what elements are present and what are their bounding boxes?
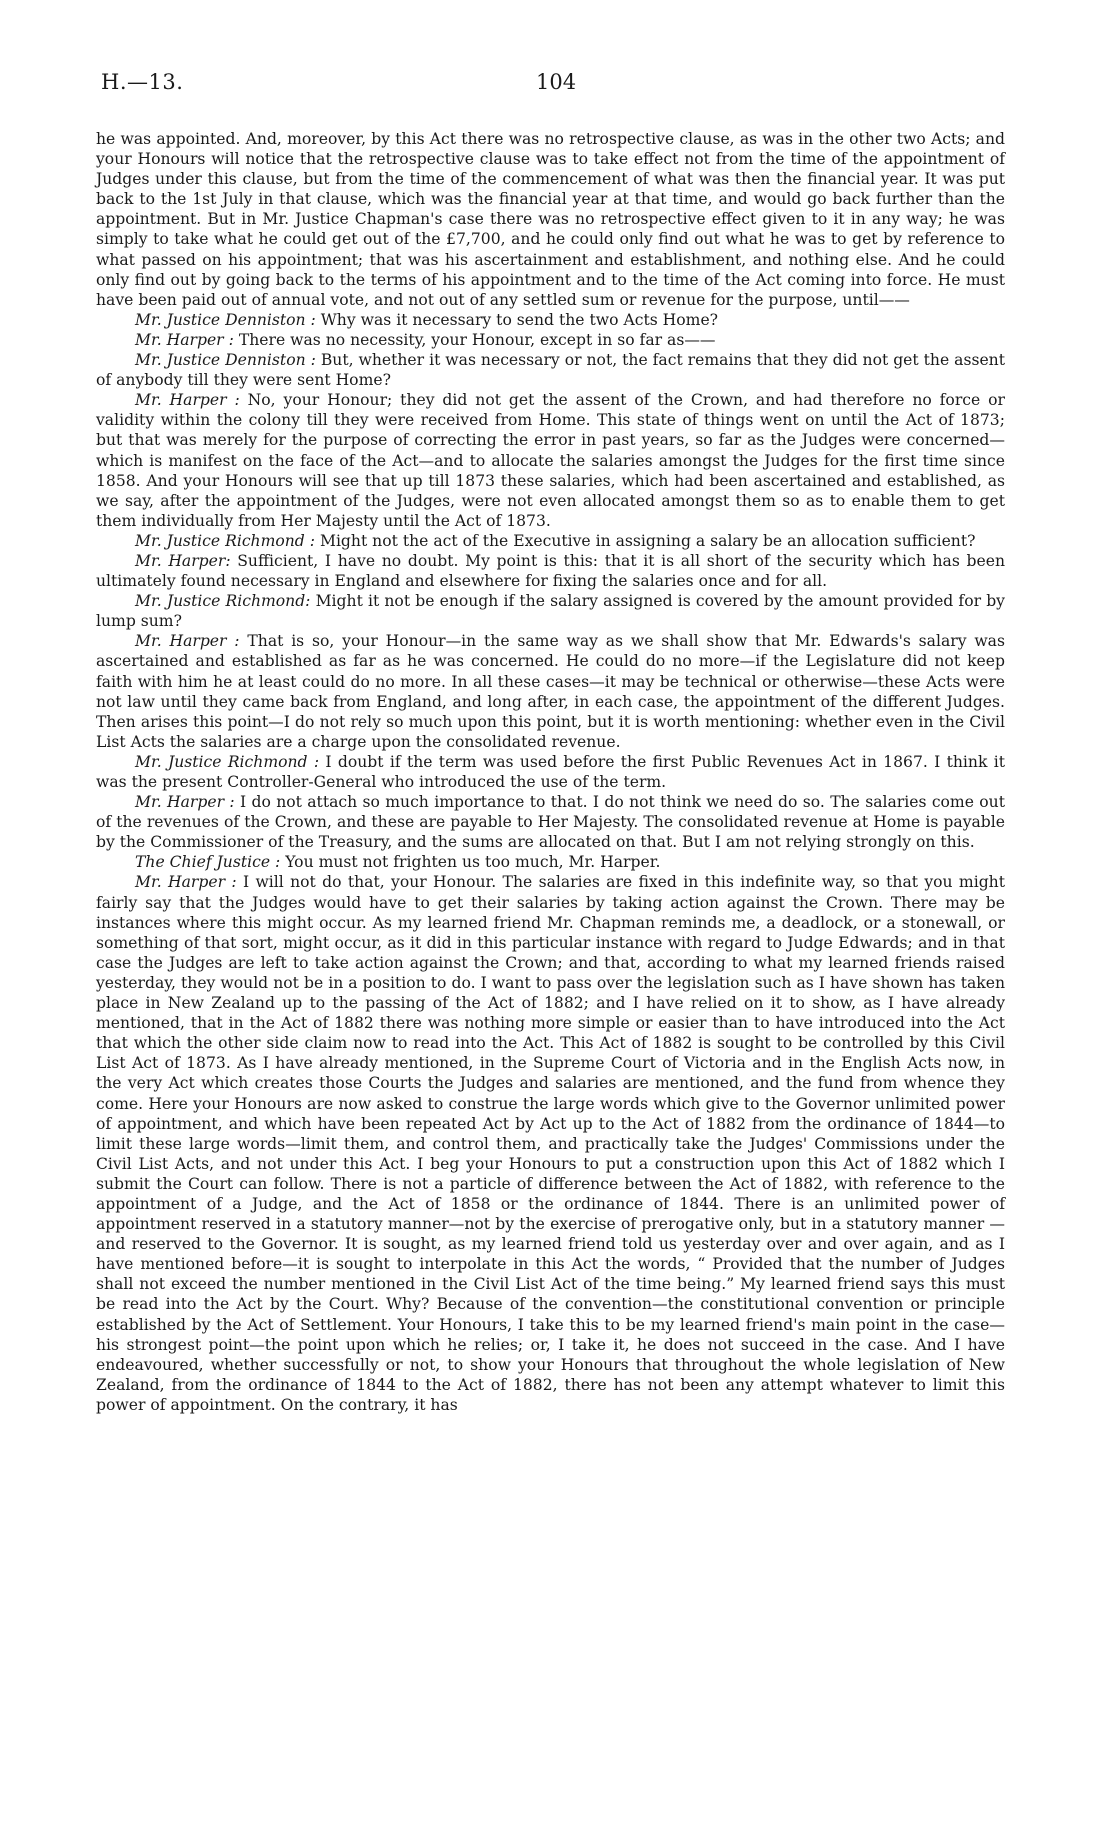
paragraph <box>96 591 1005 631</box>
paragraph <box>96 792 1005 852</box>
document-reference: H.—13. <box>101 70 184 94</box>
paragraph-text: You must not frighten us too much, Mr. Harper. <box>280 853 661 872</box>
paragraph <box>96 631 1005 752</box>
paragraph-text: Why was it necessary to send the two Acts Home? <box>315 310 719 329</box>
paragraph-text: he was appointed. And, moreover, by this Act there was no retrospective clause, as was in the other two Acts; and your Honours will notice that the retrospective clause was to take effect not from the time of the appointment of Judges under this clause, but from the time of the commencement of what was then the financial year. It was put back to the 1st July in that clause, which was the financial year at that time, and would go back further than the appointment. But in Mr. Justice Chapman's case there was no retrospective effect given to it in any way; he was simply to take what he could get out of the £7,700, and he could only find out what he was to get by reference to what passed on his appointment; that was his ascertainment and establishment, and nothing else. And he could only find out by going back to the terms of his appointment and to the time of the Act coming into force. He must have been paid out of annual vote, and not out of any settled sum or revenue for the purpose, until—— <box>96 130 1005 309</box>
paragraph <box>96 551 1005 591</box>
paragraph <box>96 852 1005 872</box>
speaker-name: Mr. Justice Denniston : <box>135 351 316 370</box>
paragraph-text: Sufficient, I have no doubt. My point is this: that it is all short of the security which has been ultimately found necessary in England and elsewhere for fixing the salaries once and for all. <box>96 551 1005 591</box>
paragraph <box>96 310 1005 330</box>
page-number: 104 <box>536 70 577 94</box>
speaker-name: Mr. Harper : <box>135 330 234 349</box>
paragraph-text: Might it not be enough if the salary assigned is covered by the amount provided for by lump sum? <box>96 592 1005 631</box>
paragraph <box>96 390 1005 531</box>
speaker-name: Mr. Harper : <box>135 793 235 812</box>
speaker-name: Mr. Harper : <box>135 873 237 892</box>
speaker-name: Mr. Justice Richmond: <box>135 592 311 611</box>
speaker-name: The Chief Justice : <box>135 853 281 872</box>
speaker-name: Mr. Harper: <box>135 551 231 570</box>
paragraph-text: But, whether it was necessary or not, the fact remains that they did not get the assent of anybody till they were sent Home? <box>96 351 1005 390</box>
paragraph <box>96 350 1005 390</box>
speaker-name: Mr. Justice Richmond : <box>135 531 316 550</box>
paragraph-text: I do not attach so much importance to that. I do not think we need do so. The salaries come out of the revenues of the Crown, and these are payable to Her Majesty. The consolidated revenue at Home is payable by the Commissioner of the Treasury, and the sums are allocated on that. But I am not relying strongly on this. <box>96 793 1005 852</box>
paragraph-text: That is so, your Honour—in the same way as we shall show that Mr. Edwards's salary was ascertained and established as far as he was concerned. He could do no more—if the Legislature did not keep faith with him he at least could do no more. In all these cases—it may be technical or otherwise—these Acts were not law until they came back from England, and long after, in each case, the appointment of the different Judges. Then arises this point—I do not rely so much upon this point, but it is worth mentioning: whether even in the Civil List Acts the salaries are a charge upon the consolidated revenue. <box>96 632 1005 751</box>
paragraph <box>96 531 1005 551</box>
speaker-name: Mr. Justice Richmond : <box>135 752 320 771</box>
speaker-name: Mr. Harper : <box>135 632 240 651</box>
paragraph-text: I doubt if the term was used before the first Public Revenues Act in 1867. I think it was the present Controller-General who introduced the use of the term. <box>96 752 1005 791</box>
paragraph <box>96 872 1005 1415</box>
paragraph-text: No, your Honour; they did not get the assent of the Crown, and had therefore no force or validity within the colony till they were received from Home. This state of things went on until the Act of 1873; but that was merely for the purpose of correcting the error in past years, so far as the Judges were concerned—which is manifest on the face of the Act—and to allocate the salaries amongst the Judges for the first time since 1858. And your Honours will see that up till 1873 these salaries, which had been ascertained and established, as we say, after the appointment of the Judges, were not even allocated amongst them so as to enable them to get them individually from Her Majesty until the Act of 1873. <box>96 391 1005 530</box>
paragraph-text: Might not the act of the Executive in assigning a salary be an allocation sufficient? <box>315 531 976 550</box>
paragraph <box>96 330 1005 350</box>
paragraph-text: There was no necessity, your Honour, except in so far as—— <box>233 330 716 349</box>
paragraph-text: I will not do that, your Honour. The salaries are fixed in this indefinite way, so that you might fairly say that the Judges would have to get their salaries by taking action against the Crown. There may be instances where this might occur. As my learned friend Mr. Chapman reminds me, a deadlock, or a stonewall, or something of that sort, might occur, as it did in this particular instance with regard to Judge Edwards; and in that case the Judges are left to take action against the Crown; and that, according to what my learned friends raised yesterday, they would not be in a position to do. I want to pass over the legislation such as I have shown has taken place in New Zealand up to the passing of the Act of 1882; and I have relied on it to show, as I have already mentioned, that in the Act of 1882 there was nothing more simple or easier than to have introduced into the Act that which the other side claim now to read into the Act. This Act of 1882 is sought to be controlled by this Civil List Act of 1873. As I have already mentioned, in the Supreme Court of Victoria and in the English Acts now, in the very Act which creates those Courts the Judges and salaries are mentioned, and the fund from whence they come. Here your Honours are now asked to construe the large words which give to the Governor unlimited power of appointment, and which have been repeated Act by Act up to the Act of 1882 from the ordinance of 1844—to limit these large words—limit them, and control them, and practically take the Judges' Commissions under the Civil List Acts, and not under this Act. I beg your Honours to put a construction upon this Act of 1882 which I submit the Court can follow. There is not a particle of difference between the Act of 1882, with reference to the appointment of a Judge, and the Act of 1858 or the ordinance of 1844. There is an unlimited power of appointment reserved in a statutory manner—not by the exercise of prerogative only, but in a statutory manner —and reserved to the Governor. It is sought, as my learned friend told us yesterday over and over again, and as I have mentioned before—it is sought to interpolate in this Act the words, “ Provided that the number of Judges shall not exceed the number mentioned in the Civil List Act of the time being.” My learned friend says this must be read into the Act by the Court. Why? Because of the convention—the constitutional convention or principle established by the Act of Settlement. Your Honours, I take this to be my learned friend's main point in the case—his strongest point—the point upon which he relies; or, I take it, he does not succeed in the case. And I have endeavoured, whether successfully or not, to show your Honours that throughout the whole legislation of New Zealand, from the ordinance of 1844 to the Act of 1882, there has not been any attempt whatever to limit this power of appointment. On the contrary, it has <box>96 873 1005 1414</box>
page-body <box>96 129 1005 1415</box>
speaker-name: Mr. Harper : <box>135 391 240 410</box>
paragraph <box>96 752 1005 792</box>
speaker-name: Mr. Justice Denniston : <box>135 310 316 329</box>
paragraph <box>96 129 1005 310</box>
